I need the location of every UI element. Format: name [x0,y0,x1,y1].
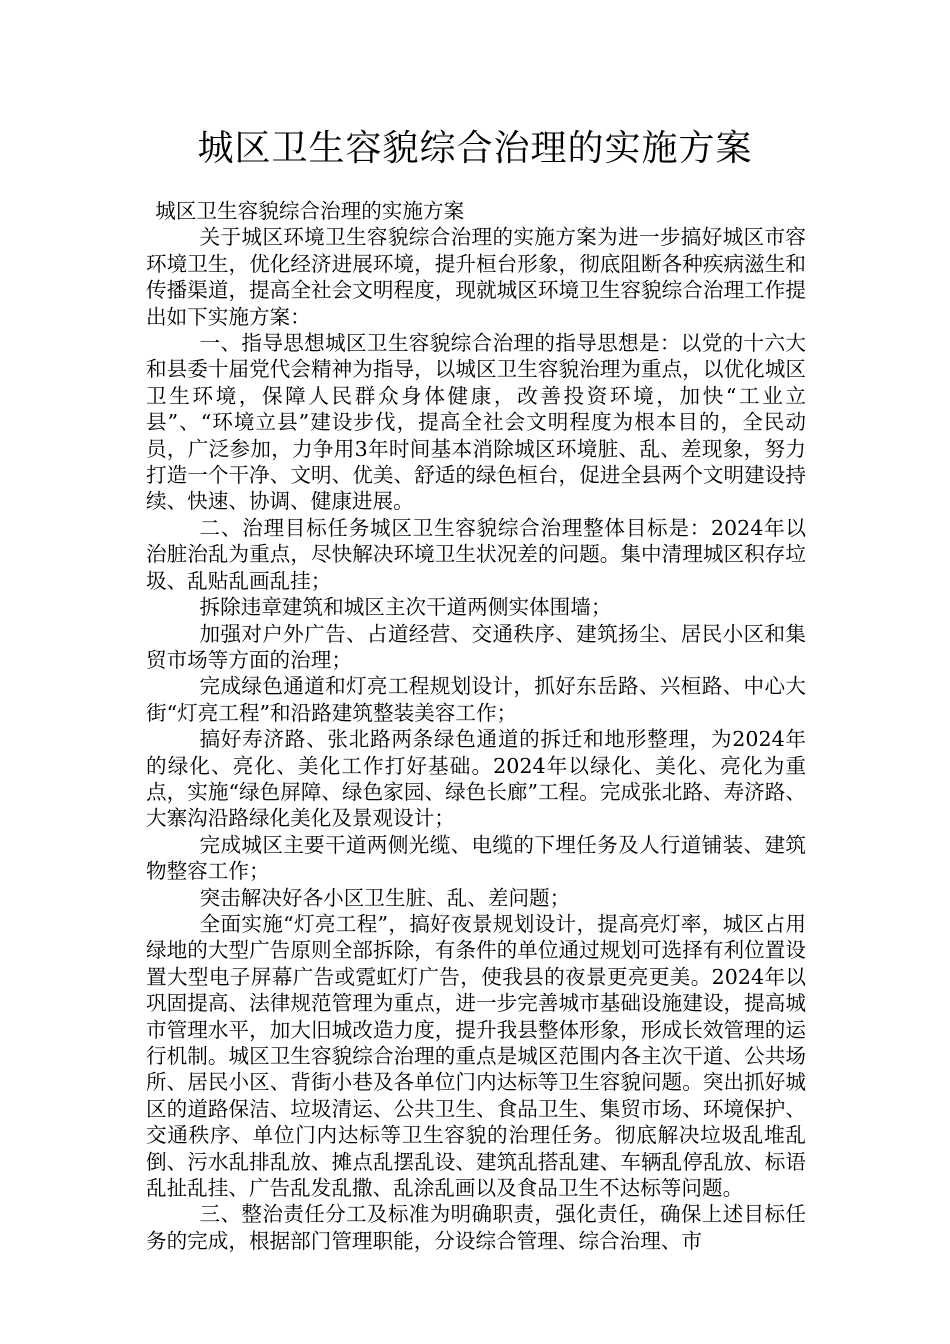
paragraph-green-corridors: 搞好寿济路、张北路两条绿色通道的拆迁和地形整理，为2024年的绿化、亮化、美化工作打好基础。2024年以绿化、美化、亮化为重点，实施“绿色屏障、绿色家园、绿色长廊”工程。完成张北路、寿济路、大寨沟沿路绿化美化及景观设计； [146,727,806,831]
document-subtitle: 城区卫生容貌综合治理的实施方案 [155,199,465,223]
paragraph-demolish-illegal: 拆除违章建筑和城区主次干道两侧实体围墙； [199,595,612,620]
paragraph-targets: 二、治理目标任务城区卫生容貌综合治理整体目标是：2024年以治脏治乱为重点，尽快解决环境卫生状况差的问题。集中清理城区积存垃圾、乱贴乱画乱挂； [146,515,806,593]
document-title: 城区卫生容貌综合治理的实施方案 [197,128,753,169]
paragraph-intro: 关于城区环境卫生容貌综合治理的实施方案为进一步搞好城区市容环境卫生，优化经济进展环境，提升桓台形象，彻底阻断各种疾病滋生和传播渠道，提高全社会文明程度，现就城区环境卫生容貌综合治理工作提出如下实施方案： [146,225,806,329]
paragraph-cables: 完成城区主要干道两侧光缆、电缆的下埋任务及人行道铺装、建筑物整容工作； [146,832,806,884]
document-body [146,198,806,1254]
paragraph-residential: 突击解决好各小区卫生脏、乱、差问题； [199,885,571,910]
paragraph-guiding-ideology: 一、指导思想城区卫生容貌综合治理的指导思想是：以党的十六大和县委十届党代会精神为指导，以城区卫生容貌治理为重点，以优化城区卫生环境，保障人民群众身体健康，改善投资环境，加快“工业立县”、“环境立县”建设步伐，提高全社会文明程度为根本目的，全民动员，广泛参加，力争用3年时间基本消除城区环境脏、乱、差现象，努力打造一个干净、文明、优美、舒适的绿色桓台，促进全县两个文明建设持续、快速、协调、健康进展。 [146,331,806,514]
paragraph-green-lighting: 完成绿色通道和灯亮工程规划设计，抓好东岳路、兴桓路、中心大街“灯亮工程”和沿路建筑整装美容工作； [146,674,806,725]
paragraph-strengthen-governance: 加强对户外广告、占道经营、交通秩序、建筑扬尘、居民小区和集贸市场等方面的治理； [146,621,806,672]
paragraph-lighting-project: 全面实施“灯亮工程”，搞好夜景规划设计，提高亮灯率，城区占用绿地的大型广告原则全部拆除，有条件的单位通过规划可选择有利位置设置大型电子屏幕广告或霓虹灯广告，使我县的夜景更亮更美。2024年以巩固提高、法律规范管理为重点，进一步完善城市基础设施建设，提高城市管理水平，加大旧城改造力度，提升我县整体形象，形成长效管理的运行机制。城区卫生容貌综合治理的重点是城区范围内各主次干道、公共场所、居民小区、背街小巷及各单位门内达标等卫生容貌问题。突出抓好城区的道路保洁、垃圾清运、公共卫生、食品卫生、集贸市场、环境保护、交通秩序、单位门内达标等卫生容貌的治理任务。彻底解决垃圾乱堆乱倒、污水乱排乱放、摊点乱摆乱设、建筑乱搭乱建、车辆乱停乱放、标语乱扯乱挂、广告乱发乱撒、乱涂乱画以及食品卫生不达标等问题。 [146,911,806,1201]
paragraph-responsibilities: 三、整治责任分工及标准为明确职责，强化责任，确保上述目标任务的完成，根据部门管理职能，分设综合管理、综合治理、市 [146,1202,806,1253]
